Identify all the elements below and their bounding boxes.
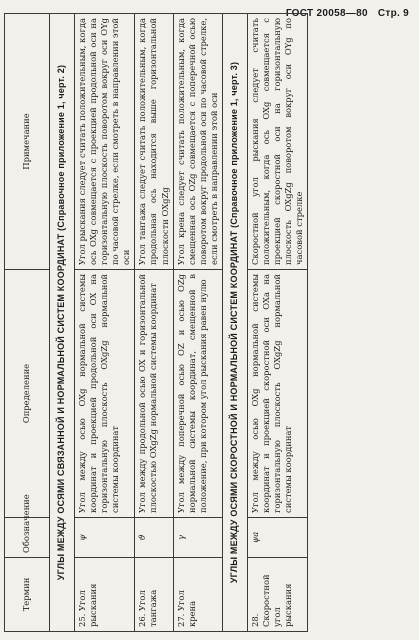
term-cell: 27. Угол крена	[173, 558, 222, 632]
term-cell: 26. Угол тангажа	[135, 558, 173, 632]
note-cell: Угол рыскания следует считать положительным, когда ось OXg совмещается с проекцией продольной оси на горизонтальную плоскость поворотом вокруг оси OYg по часовой стрелке, если смотреть в направлении этой оси	[74, 14, 134, 270]
table-row	[135, 14, 173, 632]
definition-cell: Угол между поперечной осью OZ и осью OZg нормальной системы координат, смещенной в положение, при котором угол рыскания равен нулю	[173, 270, 222, 518]
definition-cell: Угол между осью OXg нормальной системы координат и проекцией продольной оси OX на горизонтальную плоскость OXgZg нормальной системы координат	[74, 270, 134, 518]
column-header-term: Термин	[5, 558, 50, 632]
table-header-row	[5, 14, 50, 632]
note-cell: Угол тангажа следует считать положительным, когда продольная ось находится выше горизонтальной плоскости OXgZg	[135, 14, 173, 270]
section-heading: УГЛЫ МЕЖДУ ОСЯМИ СКОРОСТНОЙ И НОРМАЛЬНОЙ СИСТЕМ КООРДИНАТ (Справочное приложение 1, черт. 3)	[223, 14, 248, 632]
column-header-symbol: Обозначение	[5, 518, 50, 558]
section-heading: УГЛЫ МЕЖДУ ОСЯМИ СВЯЗАННОЙ И НОРМАЛЬНОЙ СИСТЕМ КООРДИНАТ (Справочное приложение 1, черт. 2)	[50, 14, 75, 632]
page-number: Стр. 9	[377, 8, 409, 19]
table-row	[173, 14, 222, 632]
section-heading-row	[50, 14, 75, 632]
symbol-cell: ϑ	[135, 518, 173, 558]
note-cell: Угол крена следует считать положительным, когда смещенная ось OZg совмещается с поперечной осью поворотом вокруг продольной оси по часовой стрелке, если смотреть в направлении этой оси	[173, 14, 222, 270]
symbol-cell: ψa	[247, 518, 307, 558]
note-cell: Скоростной угол рыскания следует считать положительным, когда ось OXg совмещается с проекцией скоростной оси на горизонтальную плоскость OXgZg поворотом вокруг оси OYg по часовой стрелке	[247, 14, 307, 270]
symbol-cell: γ	[173, 518, 222, 558]
symbol-cell: ψ	[74, 518, 134, 558]
column-header-definition: Определение	[5, 270, 50, 518]
table-row	[247, 14, 307, 632]
table-row	[74, 14, 134, 632]
column-header-note: Примечание	[5, 14, 50, 270]
definition-cell: Угол между осью OXg нормальной системы координат и проекцией скоростной оси OXa на горизонтальную плоскость OXgZg нормальной системы координат	[247, 270, 307, 518]
terms-table	[4, 13, 308, 632]
definition-cell: Угол между продольной осью OX и горизонтальной плоскостью OXgZg нормальной системы координат	[135, 270, 173, 518]
standard-number: ГОСТ 20058—80	[285, 8, 368, 19]
rotated-table-block	[4, 14, 406, 632]
term-cell: 25. Угол рыскания	[74, 558, 134, 632]
section-heading-row	[223, 14, 248, 632]
term-cell: 28. Скоростной угол рыскания	[247, 558, 307, 632]
